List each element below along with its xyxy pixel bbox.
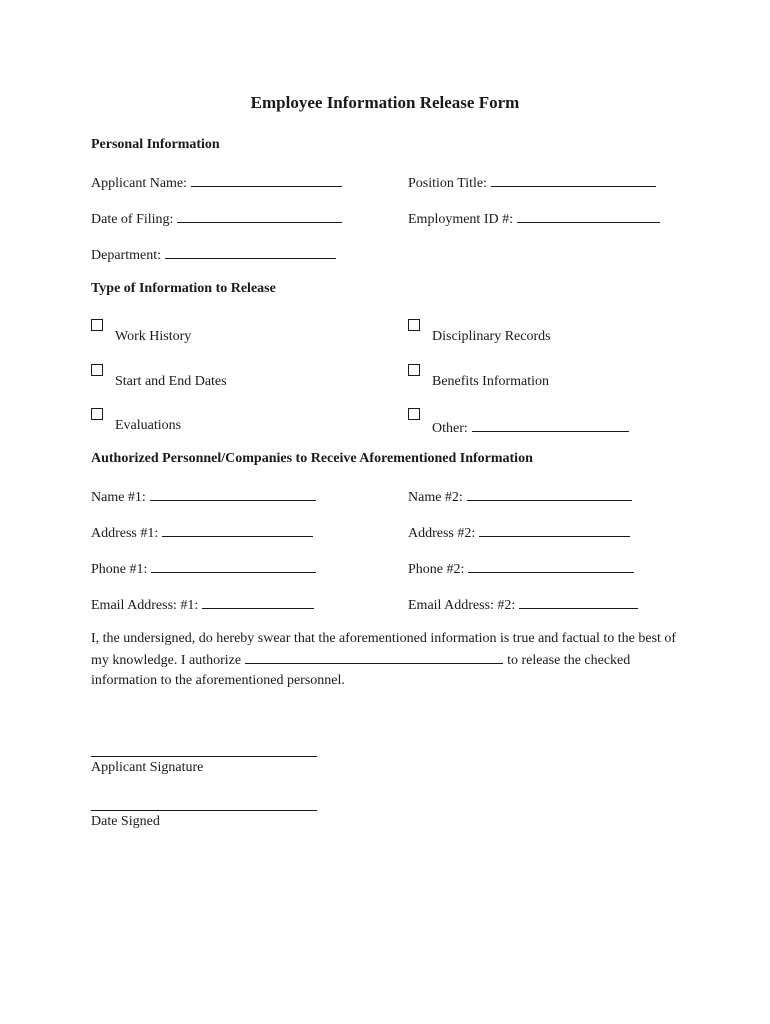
position-title-label: Position Title: (408, 176, 487, 191)
applicant-signature-label: Applicant Signature (91, 760, 204, 775)
phone1-field (91, 559, 316, 578)
email1-input[interactable] (202, 595, 314, 609)
address2-label: Address #2: (408, 526, 476, 541)
address2-input[interactable] (479, 523, 630, 537)
name1-field (91, 487, 316, 506)
address1-field (91, 523, 313, 542)
disciplinary-records-label: Disciplinary Records (432, 329, 551, 344)
declaration-text-1: I, the undersigned, do hereby swear that the aforementioned information is true and factual to the best of my knowledge. I authorize (91, 631, 677, 668)
authorized-party-input[interactable] (245, 649, 503, 664)
date-signed-label: Date Signed (91, 814, 160, 829)
option-benefits-information (408, 370, 549, 390)
declaration-paragraph (91, 629, 691, 691)
address1-label: Address #1: (91, 526, 159, 541)
name2-label: Name #2: (408, 490, 463, 505)
other-field (432, 418, 629, 437)
phone2-label: Phone #2: (408, 562, 465, 577)
work-history-checkbox[interactable] (91, 319, 103, 331)
applicant-signature-line[interactable] (91, 756, 317, 757)
section-type-of-information: Type of Information to Release (91, 281, 276, 296)
start-end-dates-label: Start and End Dates (115, 374, 227, 389)
position-title-field (408, 173, 656, 192)
address2-field (408, 523, 630, 542)
email2-label: Email Address: #2: (408, 598, 516, 613)
employment-id-input[interactable] (517, 209, 660, 223)
phone2-field (408, 559, 634, 578)
date-of-filing-field (91, 209, 342, 228)
date-signed-line[interactable] (91, 810, 317, 811)
email2-field (408, 595, 638, 614)
position-title-input[interactable] (491, 173, 656, 187)
option-other (408, 414, 629, 437)
option-work-history (91, 325, 191, 345)
department-field (91, 245, 336, 264)
evaluations-checkbox[interactable] (91, 408, 103, 420)
email1-field (91, 595, 314, 614)
option-disciplinary-records (408, 325, 551, 345)
email2-input[interactable] (519, 595, 638, 609)
section-authorized-personnel: Authorized Personnel/Companies to Receive Aforementioned Information (91, 451, 533, 466)
option-start-end-dates (91, 370, 227, 390)
address1-input[interactable] (162, 523, 313, 537)
employment-id-label: Employment ID #: (408, 212, 513, 227)
other-label: Other: (432, 421, 468, 436)
disciplinary-records-checkbox[interactable] (408, 319, 420, 331)
email1-label: Email Address: #1: (91, 598, 199, 613)
declaration-text-2: to release the checked information to the aforementioned personnel. (91, 653, 631, 688)
other-checkbox[interactable] (408, 408, 420, 420)
name2-input[interactable] (467, 487, 632, 501)
option-evaluations (91, 414, 181, 434)
name2-field (408, 487, 632, 506)
date-of-filing-label: Date of Filing: (91, 212, 174, 227)
date-of-filing-input[interactable] (177, 209, 342, 223)
applicant-name-field (91, 173, 342, 192)
phone2-input[interactable] (468, 559, 634, 573)
other-input[interactable] (472, 418, 629, 432)
phone1-input[interactable] (151, 559, 316, 573)
work-history-label: Work History (115, 329, 192, 344)
benefits-information-checkbox[interactable] (408, 364, 420, 376)
name1-input[interactable] (150, 487, 316, 501)
name1-label: Name #1: (91, 490, 146, 505)
applicant-name-input[interactable] (191, 173, 342, 187)
benefits-information-label: Benefits Information (432, 374, 550, 389)
form-title: Employee Information Release Form (250, 93, 520, 112)
employment-id-field (408, 209, 660, 228)
start-end-dates-checkbox[interactable] (91, 364, 103, 376)
evaluations-label: Evaluations (115, 418, 182, 433)
phone1-label: Phone #1: (91, 562, 148, 577)
section-personal-information: Personal Information (91, 137, 220, 152)
department-input[interactable] (165, 245, 336, 259)
department-label: Department: (91, 248, 161, 263)
applicant-name-label: Applicant Name: (91, 176, 188, 191)
